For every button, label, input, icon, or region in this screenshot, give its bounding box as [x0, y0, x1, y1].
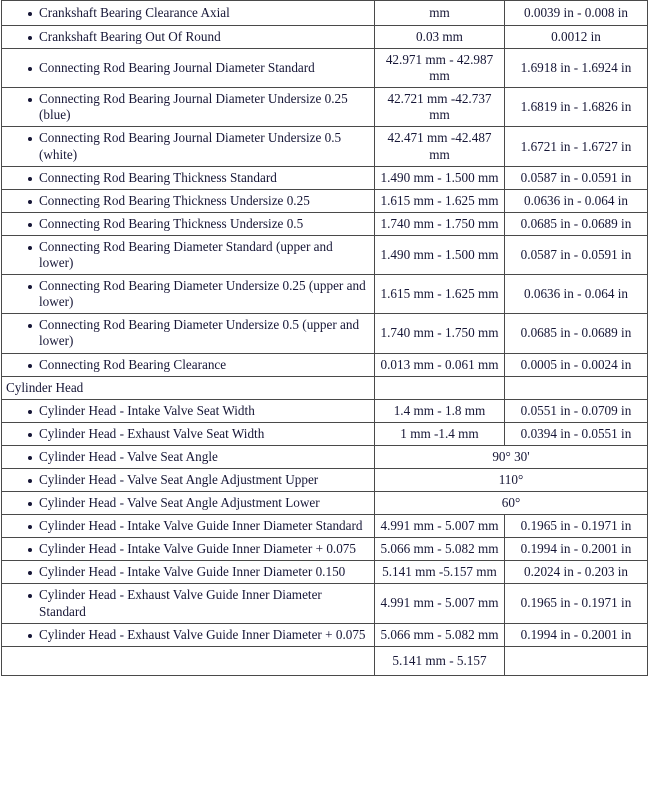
specification-name-cell [2, 422, 375, 445]
bullet-row [6, 541, 370, 557]
table-row [2, 538, 648, 561]
section-header-cell [2, 376, 375, 399]
section-header-label: Cylinder Head [6, 379, 84, 395]
imperial-value-cell: 0.0636 in - 0.064 in [505, 275, 648, 314]
specification-label: Cylinder Head - Valve Seat Angle [39, 448, 218, 464]
combined-value-cell: 60° [375, 492, 648, 515]
table-row [2, 166, 648, 189]
specification-name-cell [2, 1, 375, 26]
imperial-value-cell: 0.1994 in - 0.2001 in [505, 538, 648, 561]
imperial-value-cell: 0.0012 in [505, 26, 648, 49]
bullet-icon [28, 36, 32, 40]
table-row [2, 275, 648, 314]
specification-name-cell [2, 468, 375, 491]
table-row [2, 49, 648, 88]
specification-label: Cylinder Head - Exhaust Valve Guide Inner Diameter Standard [39, 587, 322, 619]
bullet-icon [28, 98, 32, 102]
bullet-row [6, 130, 370, 162]
table-row [2, 1, 648, 26]
metric-value-cell: 0.03 mm [375, 26, 505, 49]
bullet-icon [28, 433, 32, 437]
specification-label: Connecting Rod Bearing Journal Diameter Standard [39, 60, 315, 76]
specification-label: Connecting Rod Bearing Journal Diameter Undersize 0.5 (white) [39, 130, 342, 162]
specification-label: Connecting Rod Bearing Diameter Undersize 0.5 (upper and lower) [39, 317, 360, 349]
bullet-row [6, 216, 370, 232]
metric-value-cell: 5.141 mm -5.157 mm [375, 561, 505, 584]
bullet-icon [28, 223, 32, 227]
bullet-row [6, 170, 370, 186]
metric-value-cell: 1.615 mm - 1.625 mm [375, 189, 505, 212]
imperial-value-cell: 0.1965 in - 0.1971 in [505, 584, 648, 623]
imperial-value-cell: 0.2024 in - 0.203 in [505, 561, 648, 584]
specification-name-cell [2, 584, 375, 623]
metric-value-cell: 4.991 mm - 5.007 mm [375, 515, 505, 538]
metric-value-cell: 5.066 mm - 5.082 mm [375, 623, 505, 646]
specification-label: Cylinder Head - Exhaust Valve Seat Width [39, 425, 265, 441]
engine-specifications-table [1, 0, 648, 676]
bullet-row [6, 587, 370, 619]
specification-label: Cylinder Head - Valve Seat Angle Adjustment Lower [39, 495, 320, 511]
specification-name-cell [2, 623, 375, 646]
bullet-icon [28, 479, 32, 483]
specification-label: Connecting Rod Bearing Thickness Standard [39, 169, 277, 185]
bullet-row [6, 627, 370, 643]
table-row [2, 646, 648, 675]
bullet-icon [28, 456, 32, 460]
specification-label: Connecting Rod Bearing Clearance [39, 356, 227, 372]
table-row [2, 422, 648, 445]
specification-name-cell [2, 353, 375, 376]
imperial-value-cell: 0.0587 in - 0.0591 in [505, 166, 648, 189]
bullet-row [6, 564, 370, 580]
bullet-icon [28, 502, 32, 506]
metric-value-cell: 1.490 mm - 1.500 mm [375, 235, 505, 274]
imperial-value-cell [505, 376, 648, 399]
metric-value-cell: 1.490 mm - 1.500 mm [375, 166, 505, 189]
table-row [2, 561, 648, 584]
imperial-value-cell: 0.0039 in - 0.008 in [505, 1, 648, 26]
specification-name-cell [2, 646, 375, 675]
metric-value-cell: 1.4 mm - 1.8 mm [375, 399, 505, 422]
specification-label: Connecting Rod Bearing Diameter Standard (upper and lower) [39, 238, 333, 271]
specification-name-cell [2, 314, 375, 353]
bullet-row [6, 60, 370, 76]
bullet-row [6, 193, 370, 209]
bullet-icon [28, 525, 32, 529]
table-row [2, 26, 648, 49]
table-row [2, 492, 648, 515]
specification-label: Connecting Rod Bearing Thickness Undersize 0.5 [39, 215, 304, 231]
bullet-row [6, 278, 370, 310]
metric-value-cell [375, 376, 505, 399]
table-row [2, 88, 648, 127]
specification-name-cell [2, 538, 375, 561]
specification-name-cell [2, 189, 375, 212]
bullet-row [6, 426, 370, 442]
specification-name-cell [2, 26, 375, 49]
specification-label: Connecting Rod Bearing Diameter Undersize 0.25 (upper and lower) [39, 278, 366, 310]
table-row [2, 584, 648, 623]
table-row [2, 468, 648, 491]
specification-label: Cylinder Head - Intake Valve Guide Inner Diameter Standard [39, 518, 363, 534]
specification-label: Cylinder Head - Intake Valve Guide Inner Diameter 0.150 [39, 564, 346, 580]
table-row [2, 623, 648, 646]
table-row [2, 376, 648, 399]
bullet-row [6, 403, 370, 419]
imperial-value-cell: 0.0587 in - 0.0591 in [505, 235, 648, 274]
bullet-icon [28, 246, 32, 250]
table-row [2, 314, 648, 353]
imperial-value-cell: 0.1965 in - 0.1971 in [505, 515, 648, 538]
imperial-value-cell: 0.0685 in - 0.0689 in [505, 314, 648, 353]
table-row [2, 212, 648, 235]
specification-name-cell [2, 212, 375, 235]
metric-value-cell: 42.721 mm -42.737 mm [375, 88, 505, 127]
bullet-row [6, 472, 370, 488]
imperial-value-cell [505, 646, 648, 675]
specification-name-cell [2, 235, 375, 274]
table-row [2, 445, 648, 468]
imperial-value-cell: 1.6721 in - 1.6727 in [505, 127, 648, 166]
specification-label: Crankshaft Bearing Clearance Axial [39, 4, 230, 20]
bullet-icon [28, 12, 32, 16]
bullet-icon [28, 548, 32, 552]
bullet-row [6, 518, 370, 534]
specification-name-cell [2, 127, 375, 166]
table-row [2, 235, 648, 274]
table-body [2, 1, 648, 676]
specification-name-cell [2, 561, 375, 584]
bullet-row [6, 239, 370, 271]
combined-value-cell: 110° [375, 468, 648, 491]
table-row [2, 189, 648, 212]
specification-label: Cylinder Head - Exhaust Valve Guide Inner Diameter + 0.075 [39, 626, 366, 642]
specification-name-cell [2, 166, 375, 189]
bullet-icon [28, 364, 32, 368]
bullet-icon [28, 410, 32, 414]
bullet-icon [28, 571, 32, 575]
table-row [2, 515, 648, 538]
specification-label: Crankshaft Bearing Out Of Round [39, 29, 221, 44]
metric-value-cell: 1.615 mm - 1.625 mm [375, 275, 505, 314]
specification-label: Cylinder Head - Valve Seat Angle Adjustment Upper [39, 471, 319, 487]
table-row [2, 127, 648, 166]
bullet-icon [28, 594, 32, 598]
imperial-value-cell: 0.1994 in - 0.2001 in [505, 623, 648, 646]
imperial-value-cell: 0.0005 in - 0.0024 in [505, 353, 648, 376]
specification-name-cell [2, 49, 375, 88]
bullet-row [6, 5, 370, 21]
table-row [2, 399, 648, 422]
specification-label: Cylinder Head - Intake Valve Guide Inner Diameter + 0.075 [39, 541, 356, 557]
bullet-row [6, 91, 370, 123]
specification-label: Connecting Rod Bearing Journal Diameter Undersize 0.25 (blue) [39, 91, 348, 123]
bullet-row [6, 449, 370, 465]
bullet-icon [28, 324, 32, 328]
metric-value-cell: 42.971 mm - 42.987 mm [375, 49, 505, 88]
metric-value-cell: mm [375, 1, 505, 26]
bullet-row [6, 357, 370, 373]
bullet-icon [28, 67, 32, 71]
bullet-row [6, 495, 370, 511]
bullet-icon [28, 200, 32, 204]
metric-value-cell: 4.991 mm - 5.007 mm [375, 584, 505, 623]
metric-value-cell: 1.740 mm - 1.750 mm [375, 212, 505, 235]
imperial-value-cell: 0.0636 in - 0.064 in [505, 189, 648, 212]
specification-name-cell [2, 399, 375, 422]
specification-name-cell [2, 515, 375, 538]
combined-value-cell: 90° 30' [375, 445, 648, 468]
bullet-icon [28, 137, 32, 141]
bullet-row [6, 29, 370, 45]
specification-name-cell [2, 445, 375, 468]
metric-value-cell: 1 mm -1.4 mm [375, 422, 505, 445]
metric-value-cell: 1.740 mm - 1.750 mm [375, 314, 505, 353]
metric-value-cell: 5.141 mm - 5.157 [375, 646, 505, 675]
metric-value-cell: 42.471 mm -42.487 mm [375, 127, 505, 166]
bullet-icon [28, 634, 32, 638]
imperial-value-cell: 1.6819 in - 1.6826 in [505, 88, 648, 127]
bullet-row [6, 317, 370, 349]
imperial-value-cell: 0.0551 in - 0.0709 in [505, 399, 648, 422]
imperial-value-cell: 0.0394 in - 0.0551 in [505, 422, 648, 445]
specification-name-cell [2, 492, 375, 515]
specification-label: Cylinder Head - Intake Valve Seat Width [39, 402, 255, 418]
bullet-icon [28, 285, 32, 289]
specification-label: Connecting Rod Bearing Thickness Undersize 0.25 [39, 192, 310, 208]
metric-value-cell: 0.013 mm - 0.061 mm [375, 353, 505, 376]
specification-name-cell [2, 88, 375, 127]
imperial-value-cell: 0.0685 in - 0.0689 in [505, 212, 648, 235]
metric-value-cell: 5.066 mm - 5.082 mm [375, 538, 505, 561]
table-row [2, 353, 648, 376]
imperial-value-cell: 1.6918 in - 1.6924 in [505, 49, 648, 88]
specification-name-cell [2, 275, 375, 314]
bullet-icon [28, 177, 32, 181]
